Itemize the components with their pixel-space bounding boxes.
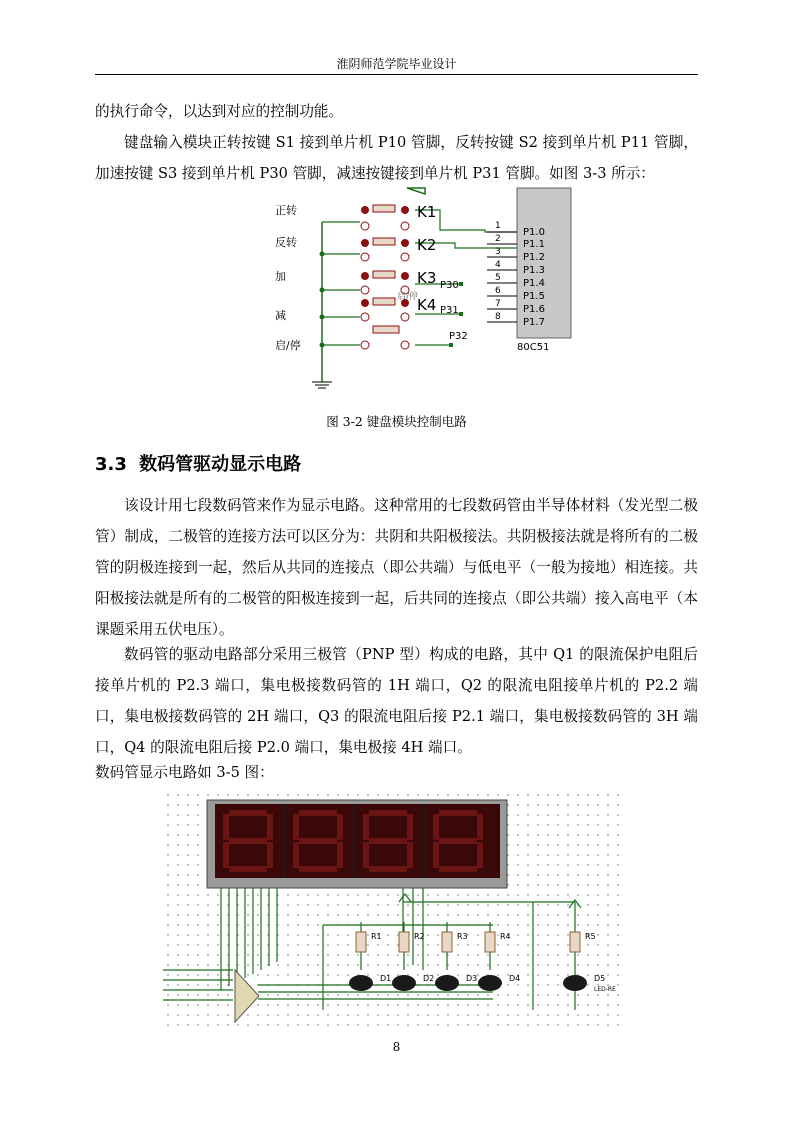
pin-number-2: 2 [495, 234, 501, 244]
led-d4 [478, 975, 502, 991]
pin-number-3: 3 [495, 247, 501, 257]
header-rule [95, 74, 698, 75]
led-d2 [392, 975, 416, 991]
key-button-5 [361, 326, 409, 349]
section-title: 数码管驱动显示电路 [139, 454, 302, 475]
led-d1 [349, 975, 373, 991]
key-button-1 [361, 205, 409, 230]
section-number: 3.3 [95, 454, 127, 475]
paragraph-2: 键盘输入模块正转按键 S1 接到单片机 P10 管脚，反转按键 S2 接到单片机 P11 管脚，加速按键 S3 接到单片机 P30 管脚，减速按键接到单片机 P31 管脚。如图 3-3 所示： [95, 134, 698, 182]
key-label-k3: K3 [417, 269, 437, 287]
led-label-d5: D5 [594, 974, 606, 983]
pin-number-7: 7 [495, 299, 501, 309]
net-label-p32: P32 [449, 331, 468, 342]
pin-name-p1-2: P1.2 [523, 252, 545, 263]
section-heading [95, 450, 301, 476]
pin-name-p1-6: P1.6 [523, 304, 545, 315]
pin-number-1: 1 [495, 221, 501, 231]
net-label-p30: P30 [440, 280, 459, 291]
overlay-label: 启/停 [397, 292, 419, 302]
pin-name-p1-5: P1.5 [523, 291, 545, 302]
led-label-d1: D1 [380, 974, 392, 983]
key-label-k1: K1 [417, 203, 437, 221]
paragraph-4: 数码管的驱动电路部分采用三极管（PNP 型）构成的电路，其中 Q1 的限流保护电阻后接单片机的 P2.3 端口，集电极接数码管的 1H 端口，Q2 的限流电阻接单片机的 P2.2 端口，集电极接数码管的 2H 端口，Q3 的限流电阻后接 P2.1 端口，集电极接数码管的 3H 端口，Q4 的限流电阻后接 P2.0 端口，集电极接 4H 端口。 [95, 646, 698, 756]
led-label-d2: D2 [423, 974, 435, 983]
pin-number-6: 6 [495, 286, 501, 296]
pin-name-p1-0: P1.0 [523, 227, 545, 238]
display-circuit-figure [163, 790, 623, 1030]
paragraph-5: 数码管显示电路如 3-5 图： [95, 764, 274, 781]
arrow-mark [407, 188, 425, 194]
resistor-label-r4: R4 [500, 932, 511, 941]
row-label-forward: 正转 [275, 204, 297, 217]
resistor-label-r5: R5 [585, 932, 596, 941]
led-d5 [563, 975, 587, 991]
paragraph-1: 的执行命令，以达到对应的控制功能。 [95, 103, 344, 120]
led-d3 [435, 975, 459, 991]
pin-name-p1-3: P1.3 [523, 265, 545, 276]
led-value-label: LED-RE [594, 986, 616, 993]
net-label-p31: P31 [440, 305, 459, 316]
pin-number-5: 5 [495, 273, 501, 283]
row-label-reverse: 反转 [275, 236, 297, 249]
resistor-label-r1: R1 [371, 932, 382, 941]
row-label-decelerate: 减 [275, 309, 286, 322]
ground-icon [312, 382, 332, 388]
row-label-accelerate: 加 [275, 270, 286, 283]
resistor-r5 [570, 932, 580, 952]
led-label-d3: D3 [466, 974, 478, 983]
page-number: 8 [392, 1040, 401, 1054]
chip-name: 80C51 [517, 342, 550, 353]
led-label-d4: D4 [509, 974, 521, 983]
paragraph-3: 该设计用七段数码管来作为显示电路。这种常用的七段数码管由半导体材料（发光型二极管）制成，二极管的连接方法可以区分为：共阴和共阳极接法。共阴极接法就是将所有的二极管的阴极连接到一起，然后从共同的连接点（即公共端）与低电平（一般为接地）相连接。共阳极接法就是所有的二极管的阳极连接到一起，后共同的连接点（即公共端）接入高电平（本课题采用五伏电压）。 [95, 497, 698, 638]
pin-number-4: 4 [495, 260, 501, 270]
resistor-label-r3: R3 [457, 932, 468, 941]
figure-caption: 图 3-2 键盘模块控制电路 [326, 414, 467, 429]
key-button-3 [361, 271, 409, 294]
key-button-2 [361, 238, 409, 261]
pin-name-p1-1: P1.1 [523, 239, 545, 250]
key-label-k2: K2 [417, 236, 437, 254]
keyboard-circuit-figure [255, 186, 575, 396]
pin-name-p1-4: P1.4 [523, 278, 545, 289]
pin-name-p1-7: P1.7 [523, 317, 545, 328]
resistor-label-r2: R2 [414, 932, 425, 941]
chip-body [517, 188, 571, 338]
pin-lines [487, 232, 517, 322]
row-label-start-stop: 启/停 [275, 339, 301, 352]
key-label-k4: K4 [417, 296, 437, 314]
running-header: 淮阴师范学院毕业设计 [336, 57, 457, 71]
pin-number-8: 8 [495, 312, 501, 322]
